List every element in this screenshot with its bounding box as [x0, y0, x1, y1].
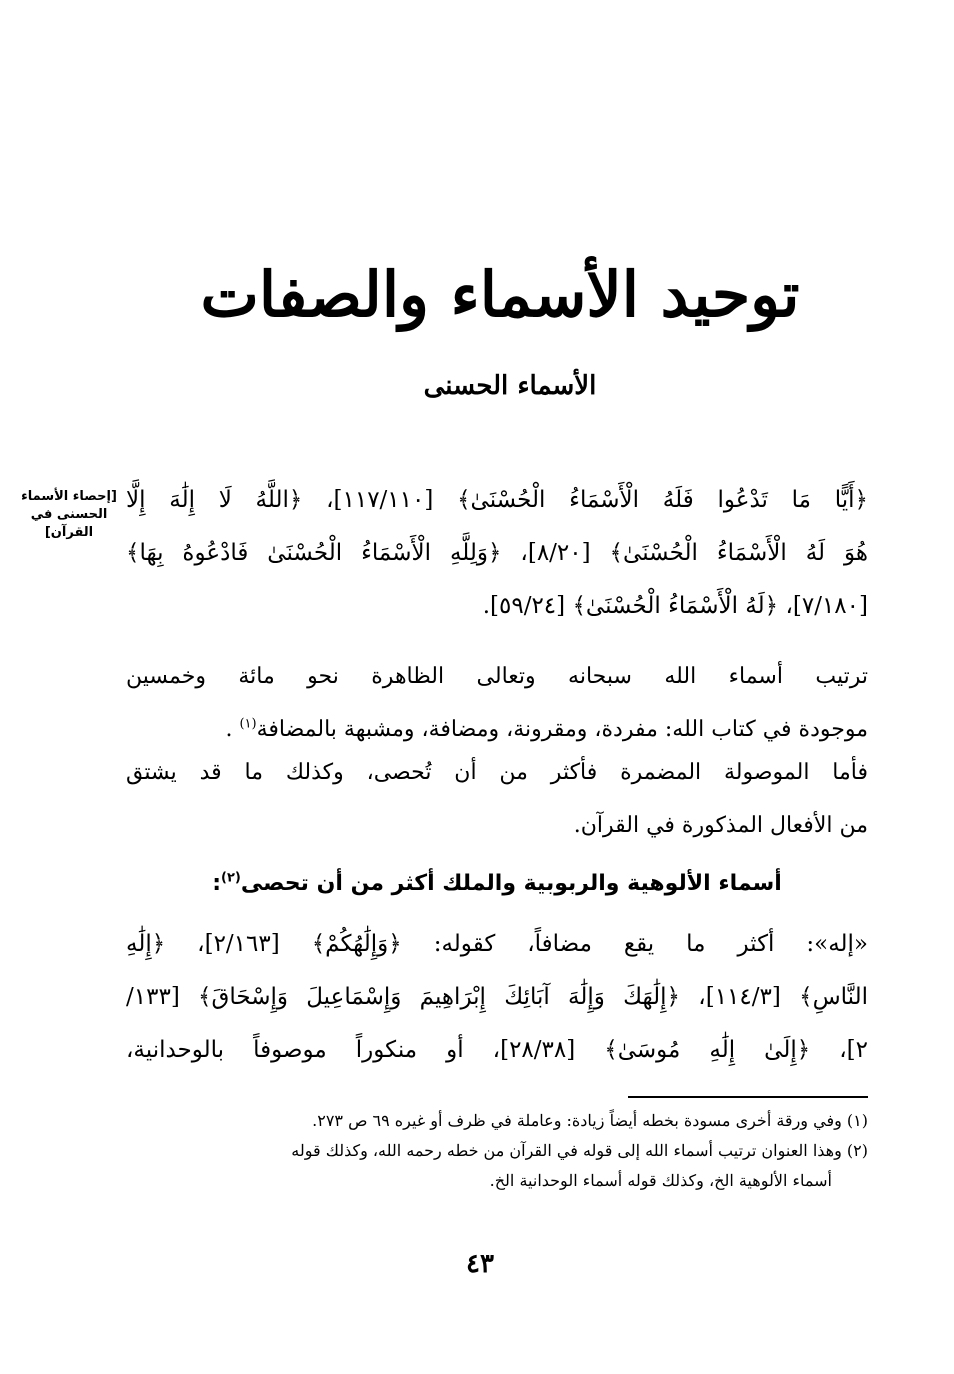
- text-line: فأما الموصولة المضمرة فأكثر من أن تُحصى، وكذلك ما قد يشتق: [126, 760, 868, 785]
- footnote-1: (١) وفي ورقة أخرى مسودة بخطه أيضاً زيادة: وعاملة في ظرف أو غيره ٦٩ ص ٢٧٣.: [312, 1111, 868, 1130]
- paragraph-names-order: [126, 650, 868, 756]
- text-line: «إله»: أكثر ما يقع مضافاً، كقوله: ﴿وَإِلَٰهُكُمْ﴾ [٢/١٦٣]، ﴿إِلَٰهِ: [126, 931, 868, 957]
- footnote-marker: (١): [239, 716, 257, 732]
- verse-line: ﴿أَيًّا مَا تَدْعُوا فَلَهُ الْأَسْمَاءُ الْحُسْنَىٰ﴾ [١١٧/١١٠]، ﴿اللَّهُ لَا إِلَٰهَ إِلَّا: [126, 487, 868, 513]
- text-span: موجودة في كتاب الله: مفردة، ومقرونة، ومضافة، ومشبهة بالمضافة: [256, 717, 868, 742]
- page-number: ٤٣: [466, 1249, 494, 1279]
- footnote-divider: [628, 1096, 868, 1098]
- text-line: ترتيب أسماء الله سبحانه وتعالى الظاهرة نحو مائة وخمسين: [126, 664, 868, 689]
- chapter-title: توحيد الأسماء والصفات: [200, 258, 800, 331]
- footnote-marker: (٢): [221, 870, 241, 886]
- text-line: موجودة في كتاب الله: مفردة، ومقرونة، ومضافة، ومشبهة بالمضافة$^{(١)}$ .: [225, 716, 868, 742]
- subsection-heading: أسماء الألوهية والربوبية والملك أكثر من أن تحصى$^{(٢)}$:: [212, 870, 782, 896]
- paragraph-implicit-names: [126, 746, 868, 852]
- paragraph-ilah: [126, 918, 868, 1077]
- section-subtitle: الأسماء الحسنى: [423, 371, 597, 401]
- verse-line: [٧/١٨٠]، ﴿لَهُ الْأَسْمَاءُ الْحُسْنَىٰ﴾ [٥٩/٢٤].: [482, 593, 868, 619]
- margin-note: [إحصاء الأسماء الحسنى في القرآن]: [21, 489, 117, 540]
- text-line: ٢]، ﴿إِلَىٰ إِلَٰهِ مُوسَىٰ﴾ [٢٨/٣٨]، أو منكوراً موصوفاً بالوحدانية،: [126, 1037, 868, 1063]
- quran-verses-paragraph: [126, 474, 868, 633]
- footnote-2: (٢) وهذا العنوان ترتيب أسماء الله إلى قوله في القرآن من خطه رحمه الله، وكذلك قوله: [291, 1141, 868, 1160]
- text-line: النَّاسِ﴾ [١١٤/٣]، ﴿إِلَٰهَكَ وَإِلَٰهَ آبَائِكَ إِبْرَاهِيمَ وَإِسْمَاعِيلَ وَإِسْحَاقَ﴾ [١٣٣/: [126, 984, 868, 1010]
- heading-text: أسماء الألوهية والربوبية والملك أكثر من أن تحصى: [240, 871, 782, 896]
- footnote-2-continued: أسماء الألوهية الخ، وكذلك قوله أسماء الوحدانية الخ.: [489, 1171, 832, 1190]
- footnotes: [140, 1106, 868, 1196]
- verse-line: هُوَ لَهُ الْأَسْمَاءُ الْحُسْنَىٰ﴾ [٨/٢٠]، ﴿وَلِلَّهِ الْأَسْمَاءُ الْحُسْنَىٰ فَادْعُوهُ بِهَا﴾: [126, 540, 868, 566]
- text-line: من الأفعال المذكورة في القرآن.: [573, 813, 868, 838]
